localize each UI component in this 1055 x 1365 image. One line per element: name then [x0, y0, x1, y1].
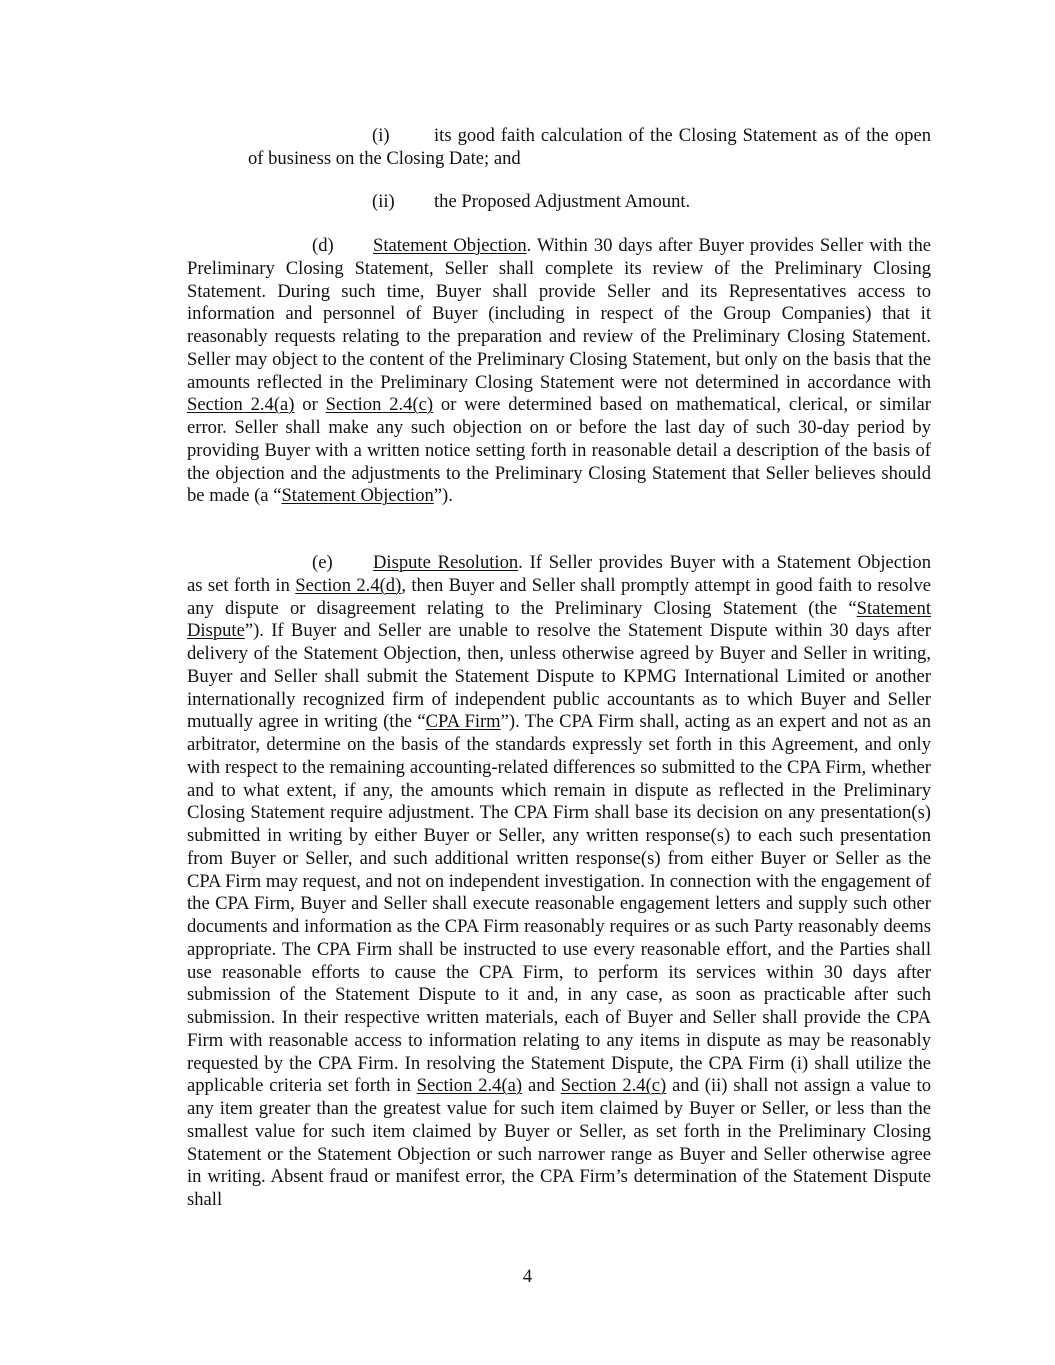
item-ii-text: the Proposed Adjustment Amount. [434, 191, 691, 212]
section-ref-link[interactable]: Section 2.4(c) [560, 1075, 667, 1097]
section-e-text: ”). If Buyer and Seller are unable to resolve the Statement Dispute within 30 days after delivery of the Statement Objection, then, unless otherwise agreed by Buyer and Seller in writing, Buyer and Seller shall submit the Statement Dispute to KPMG International Limited or another internationally recognized firm of independent public accountants as to which Buyer and Seller mutually agree in writing (the “ [187, 620, 931, 733]
section-d-heading: Statement Objection [373, 235, 527, 256]
section-d-text: or [294, 394, 326, 416]
item-i [248, 125, 931, 171]
section-ref-link[interactable]: Section 2.4(a) [187, 394, 295, 416]
page-number: 4 [522, 1266, 533, 1287]
section-e-text: ”). The CPA Firm shall, acting as an expert and not as an arbitrator, determine on the basis of the standards expressly set forth in this Agreement, and only with respect to the remaining accounting-related differences so submitted to the CPA Firm, whether and to what extent, if any, the amounts which remain in dispute as reflected in the Preliminary Closing Statement require adjustment. The CPA Firm shall base its decision on any presentation(s) submitted in writing by either Buyer or Seller, any written response(s) to each such presentation from Buyer or Seller, and such additional written response(s) from either Buyer or Seller as the CPA Firm may request, and not on independent investigation. In connection with the engagement of the CPA Firm, Buyer and Seller shall execute reasonable engagement letters and supply such other documents and information as the CPA Firm reasonably requires or as such Party reasonably deems appropriate. The CPA Firm shall be instructed to use every reasonable effort, and the Parties shall use reasonable efforts to cause the CPA Firm, to perform its services within 30 days after submission of the Statement Dispute to it and, in any case, as soon as practicable after such submission. In their respective written materials, each of Buyer and Seller shall provide the CPA Firm with reasonable access to information relating to any items in dispute as may be reasonably requested by the CPA Firm. In resolving the Statement Dispute, the CPA Firm (i) shall utilize the applicable criteria set forth in [187, 711, 931, 1097]
item-ii-label: (ii) [372, 191, 395, 212]
section-e-paragraph [187, 552, 931, 1212]
defined-term: Statement Dispute [187, 597, 931, 642]
section-d-text: . Within 30 days after Buyer provides Seller with the Preliminary Closing Statement, Seller shall complete its review of the Preliminary Closing Statement. During such time, Buyer shall provide Seller and its Representatives access to information and personnel of Buyer (including in respect of the Group Companies) that it reasonably requests relating to the preparation and review of the Preliminary Closing Statement. Seller may object to the content of the Preliminary Closing Statement, but only on the basis that the amounts reflected in the Preliminary Closing Statement were not determined in accordance with [187, 235, 931, 393]
defined-term: CPA Firm [425, 711, 501, 733]
section-ref-link[interactable]: Section 2.4(d) [295, 574, 402, 596]
section-d-text: ”). [433, 485, 453, 507]
section-ref-link[interactable]: Section 2.4(a) [416, 1075, 523, 1097]
section-d-text: or were determined based on mathematical, clerical, or similar error. Seller shall make any such objection on or before the last day of such 30-day period by providing Buyer with a written notice setting forth in reasonable detail a description of the basis of the objection and the adjustments to the Preliminary Closing Statement that Seller believes should be made (a “ [187, 394, 931, 507]
section-e-text: , then Buyer and Seller shall promptly attempt in good faith to resolve any dispute or disagreement relating to the Preliminary Closing Statement (the “ [187, 574, 932, 619]
section-e-text: and [522, 1075, 561, 1097]
section-d-paragraph [187, 235, 931, 508]
item-i-text: its good faith calculation of the Closing Statement as of the open of business on the Closing Date; and [248, 125, 931, 169]
section-d-label: (d) [312, 235, 334, 256]
defined-term: Statement Objection [281, 485, 434, 507]
section-e-label: (e) [312, 552, 333, 573]
item-ii [248, 191, 931, 214]
section-ref-link[interactable]: Section 2.4(c) [325, 394, 434, 416]
section-e-heading: Dispute Resolution [373, 552, 519, 573]
section-e-text: . If Seller provides Buyer with a Statement Objection as set forth in [187, 552, 931, 596]
section-e-text: and (ii) shall not assign a value to any item greater than the greatest value for such item claimed by Buyer or Seller, or less than the smallest value for such item claimed by Buyer or Seller, as set forth in the Preliminary Closing Statement or the Statement Objection or such narrower range as Buyer and Seller otherwise agree in writing. Absent fraud or manifest error, the CPA Firm’s determination of the Statement Dispute shall [187, 1075, 931, 1210]
item-i-label: (i) [372, 125, 390, 146]
